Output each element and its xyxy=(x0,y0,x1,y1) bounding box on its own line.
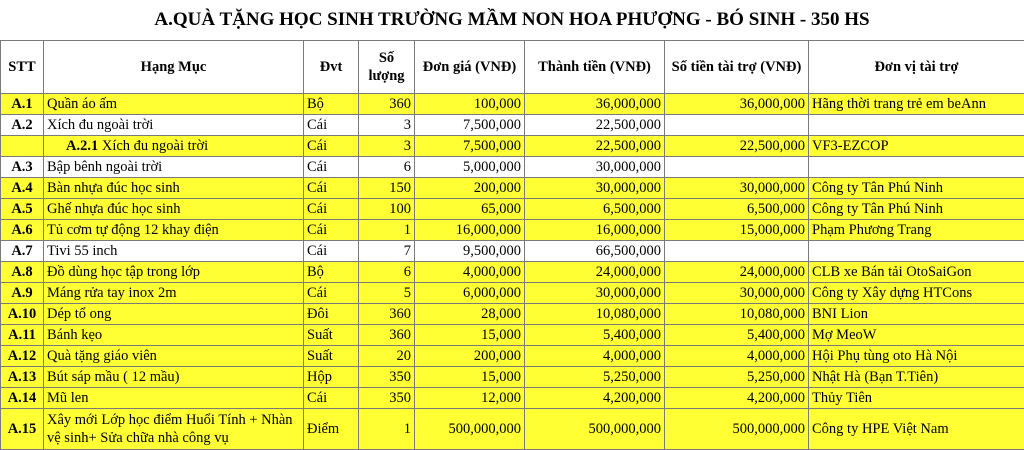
cell-total[interactable]: 500,000,000 xyxy=(525,409,665,450)
gift-table xyxy=(0,40,1024,450)
cell-item[interactable]: Bàn nhựa đúc học sinh xyxy=(44,178,304,199)
cell-item[interactable]: Quần áo ấm xyxy=(44,94,304,115)
cell-stt[interactable]: A.2 xyxy=(1,115,44,136)
cell-price[interactable]: 200,000 xyxy=(415,178,525,199)
cell-unit[interactable]: Bộ xyxy=(304,262,359,283)
cell-sponsor[interactable]: Thủy Tiên xyxy=(809,388,1024,409)
cell-sponsor[interactable]: Công ty HPE Việt Nam xyxy=(809,409,1024,450)
cell-price[interactable]: 6,000,000 xyxy=(415,283,525,304)
cell-stt[interactable]: A.11 xyxy=(1,325,44,346)
table-row xyxy=(1,304,1024,325)
cell-stt[interactable]: A.10 xyxy=(1,304,44,325)
cell-price[interactable]: 100,000 xyxy=(415,94,525,115)
cell-unit[interactable]: Bộ xyxy=(304,94,359,115)
table-row xyxy=(1,346,1024,367)
header-stt[interactable]: STT xyxy=(1,41,44,94)
cell-stt[interactable]: A.5 xyxy=(1,199,44,220)
cell-total[interactable]: 16,000,000 xyxy=(525,220,665,241)
cell-item[interactable]: Tivi 55 inch xyxy=(44,241,304,262)
cell-sponsor[interactable] xyxy=(809,115,1024,136)
cell-price[interactable]: 9,500,000 xyxy=(415,241,525,262)
cell-total[interactable]: 30,000,000 xyxy=(525,178,665,199)
cell-sponsor[interactable]: Hội Phụ tùng oto Hà Nội xyxy=(809,346,1024,367)
cell-total[interactable]: 36,000,000 xyxy=(525,94,665,115)
cell-qty[interactable]: 7 xyxy=(359,241,415,262)
cell-price[interactable]: 28,000 xyxy=(415,304,525,325)
table-row xyxy=(1,199,1024,220)
sheet-title: A.QUÀ TẶNG HỌC SINH TRƯỜNG MẦM NON HOA PHƯỢNG - BÓ SINH - 350 HS xyxy=(154,9,870,30)
cell-price[interactable]: 200,000 xyxy=(415,346,525,367)
cell-price[interactable]: 500,000,000 xyxy=(415,409,525,450)
cell-item[interactable]: Mũ len xyxy=(44,388,304,409)
cell-qty[interactable]: 360 xyxy=(359,325,415,346)
cell-sponsored[interactable]: 6,500,000 xyxy=(665,199,809,220)
cell-total[interactable]: 66,500,000 xyxy=(525,241,665,262)
table-row xyxy=(1,115,1024,136)
cell-unit[interactable]: Cái xyxy=(304,241,359,262)
cell-sponsor[interactable]: Phạm Phương Trang xyxy=(809,220,1024,241)
header-item[interactable]: Hạng Mục xyxy=(44,41,304,94)
cell-unit[interactable]: Cái xyxy=(304,283,359,304)
cell-unit[interactable]: Cái xyxy=(304,199,359,220)
table-row xyxy=(1,283,1024,304)
item-text: Xích đu ngoài trời xyxy=(101,138,209,154)
cell-sponsored[interactable]: 22,500,000 xyxy=(665,136,809,157)
cell-sponsor[interactable]: Công ty Tân Phú Ninh xyxy=(809,199,1024,220)
sub-item-code: A.2.1 xyxy=(66,138,99,154)
cell-item[interactable]: Dép tổ ong xyxy=(44,304,304,325)
cell-stt[interactable]: A.13 xyxy=(1,367,44,388)
cell-sponsored[interactable]: 10,080,000 xyxy=(665,304,809,325)
cell-item[interactable]: Bập bênh ngoài trời xyxy=(44,157,304,178)
cell-sponsor[interactable]: Hãng thời trang trẻ em beAnn xyxy=(809,94,1024,115)
cell-price[interactable]: 12,000 xyxy=(415,388,525,409)
cell-sponsored[interactable] xyxy=(665,241,809,262)
cell-qty[interactable]: 6 xyxy=(359,157,415,178)
cell-qty[interactable]: 350 xyxy=(359,388,415,409)
cell-sponsored[interactable]: 4,200,000 xyxy=(665,388,809,409)
cell-stt[interactable] xyxy=(1,136,44,157)
table-body xyxy=(1,94,1024,450)
cell-stt[interactable]: A.14 xyxy=(1,388,44,409)
cell-sponsored[interactable]: 15,000,000 xyxy=(665,220,809,241)
cell-unit[interactable]: Cái xyxy=(304,115,359,136)
cell-sponsor[interactable]: Công ty Tân Phú Ninh xyxy=(809,178,1024,199)
table-row xyxy=(1,178,1024,199)
header-sponsor[interactable]: Đơn vị tài trợ xyxy=(809,41,1024,94)
table-row xyxy=(1,388,1024,409)
cell-stt[interactable]: A.6 xyxy=(1,220,44,241)
cell-price[interactable]: 65,000 xyxy=(415,199,525,220)
cell-unit[interactable]: Suất xyxy=(304,325,359,346)
table-row xyxy=(1,220,1024,241)
cell-sponsor[interactable]: CLB xe Bán tải OtoSaiGon xyxy=(809,262,1024,283)
cell-item[interactable]: Quà tặng giáo viên xyxy=(44,346,304,367)
cell-qty[interactable]: 3 xyxy=(359,115,415,136)
cell-price[interactable]: 5,000,000 xyxy=(415,157,525,178)
cell-total[interactable]: 24,000,000 xyxy=(525,262,665,283)
cell-qty[interactable]: 5 xyxy=(359,283,415,304)
cell-stt[interactable]: A.15 xyxy=(1,409,44,450)
cell-stt[interactable]: A.4 xyxy=(1,178,44,199)
cell-sponsor[interactable]: VF3-EZCOP xyxy=(809,136,1024,157)
cell-stt[interactable]: A.1 xyxy=(1,94,44,115)
cell-price[interactable]: 15,000 xyxy=(415,325,525,346)
cell-qty[interactable]: 3 xyxy=(359,136,415,157)
cell-sponsor[interactable]: BNI Lion xyxy=(809,304,1024,325)
cell-stt[interactable]: A.8 xyxy=(1,262,44,283)
cell-price[interactable]: 15,000 xyxy=(415,367,525,388)
cell-total[interactable]: 22,500,000 xyxy=(525,115,665,136)
cell-qty[interactable]: 20 xyxy=(359,346,415,367)
cell-sponsor[interactable] xyxy=(809,157,1024,178)
table-row xyxy=(1,241,1024,262)
cell-item[interactable]: Bút sáp mầu ( 12 mầu) xyxy=(44,367,304,388)
cell-qty[interactable]: 1 xyxy=(359,409,415,450)
table-row xyxy=(1,262,1024,283)
cell-price[interactable]: 4,000,000 xyxy=(415,262,525,283)
cell-unit[interactable]: Cái xyxy=(304,136,359,157)
cell-price[interactable]: 7,500,000 xyxy=(415,115,525,136)
cell-item[interactable]: Xây mới Lớp học điểm Huổi Tính + Nhàn vệ sinh+ Sửa chữa nhà công vụ xyxy=(44,409,304,450)
cell-item[interactable]: Tủ cơm tự động 12 khay điện xyxy=(44,220,304,241)
table-row xyxy=(1,367,1024,388)
cell-unit[interactable]: Cái xyxy=(304,220,359,241)
cell-sponsored[interactable]: 5,250,000 xyxy=(665,367,809,388)
header-row xyxy=(1,41,1024,94)
cell-unit[interactable]: Suất xyxy=(304,346,359,367)
header-unit[interactable]: Đvt xyxy=(304,41,359,94)
cell-sponsor[interactable]: Mợ MeoW xyxy=(809,325,1024,346)
cell-sponsored[interactable] xyxy=(665,157,809,178)
cell-total[interactable]: 4,000,000 xyxy=(525,346,665,367)
cell-unit[interactable]: Đôi xyxy=(304,304,359,325)
cell-qty[interactable]: 100 xyxy=(359,199,415,220)
cell-sponsored[interactable]: 24,000,000 xyxy=(665,262,809,283)
cell-item[interactable]: Máng rửa tay inox 2m xyxy=(44,283,304,304)
cell-total[interactable]: 4,200,000 xyxy=(525,388,665,409)
cell-qty[interactable]: 350 xyxy=(359,367,415,388)
cell-sponsored[interactable]: 500,000,000 xyxy=(665,409,809,450)
cell-qty[interactable]: 6 xyxy=(359,262,415,283)
cell-item[interactable] xyxy=(44,136,304,157)
cell-unit[interactable]: Cái xyxy=(304,178,359,199)
cell-sponsored[interactable]: 30,000,000 xyxy=(665,178,809,199)
table-row xyxy=(1,157,1024,178)
header-total[interactable]: Thành tiền (VNĐ) xyxy=(525,41,665,94)
cell-sponsored[interactable]: 4,000,000 xyxy=(665,346,809,367)
cell-item[interactable]: Bánh kẹo xyxy=(44,325,304,346)
cell-item[interactable]: Xích đu ngoài trời xyxy=(44,115,304,136)
cell-total[interactable]: 5,400,000 xyxy=(525,325,665,346)
cell-unit[interactable]: Hộp xyxy=(304,367,359,388)
cell-unit[interactable]: Điểm xyxy=(304,409,359,450)
cell-total[interactable]: 30,000,000 xyxy=(525,157,665,178)
table-row xyxy=(1,409,1024,450)
cell-total[interactable]: 30,000,000 xyxy=(525,283,665,304)
cell-qty[interactable]: 150 xyxy=(359,178,415,199)
header-sponsored[interactable]: Số tiền tài trợ (VNĐ) xyxy=(665,41,809,94)
cell-sponsor[interactable]: Nhật Hà (Bạn T.Tiên) xyxy=(809,367,1024,388)
cell-stt[interactable]: A.9 xyxy=(1,283,44,304)
cell-sponsor[interactable]: Công ty Xây dựng HTCons xyxy=(809,283,1024,304)
cell-price[interactable]: 16,000,000 xyxy=(415,220,525,241)
cell-item[interactable]: Ghế nhựa đúc học sinh xyxy=(44,199,304,220)
cell-sponsored[interactable]: 5,400,000 xyxy=(665,325,809,346)
cell-total[interactable]: 10,080,000 xyxy=(525,304,665,325)
cell-unit[interactable]: Cái xyxy=(304,157,359,178)
cell-sponsored[interactable]: 30,000,000 xyxy=(665,283,809,304)
table-row xyxy=(1,136,1024,157)
cell-stt[interactable]: A.7 xyxy=(1,241,44,262)
table-row xyxy=(1,94,1024,115)
cell-qty[interactable]: 1 xyxy=(359,220,415,241)
cell-qty[interactable]: 360 xyxy=(359,304,415,325)
cell-total[interactable]: 22,500,000 xyxy=(525,136,665,157)
cell-item[interactable]: Đồ dùng học tập trong lớp xyxy=(44,262,304,283)
cell-stt[interactable]: A.3 xyxy=(1,157,44,178)
table-row xyxy=(1,325,1024,346)
header-qty[interactable]: Số lượng xyxy=(359,41,415,94)
cell-total[interactable]: 5,250,000 xyxy=(525,367,665,388)
header-price[interactable]: Đơn giá (VNĐ) xyxy=(415,41,525,94)
cell-stt[interactable]: A.12 xyxy=(1,346,44,367)
cell-qty[interactable]: 360 xyxy=(359,94,415,115)
cell-sponsor[interactable] xyxy=(809,241,1024,262)
cell-sponsored[interactable]: 36,000,000 xyxy=(665,94,809,115)
cell-total[interactable]: 6,500,000 xyxy=(525,199,665,220)
cell-sponsored[interactable] xyxy=(665,115,809,136)
cell-price[interactable]: 7,500,000 xyxy=(415,136,525,157)
cell-unit[interactable]: Cái xyxy=(304,388,359,409)
